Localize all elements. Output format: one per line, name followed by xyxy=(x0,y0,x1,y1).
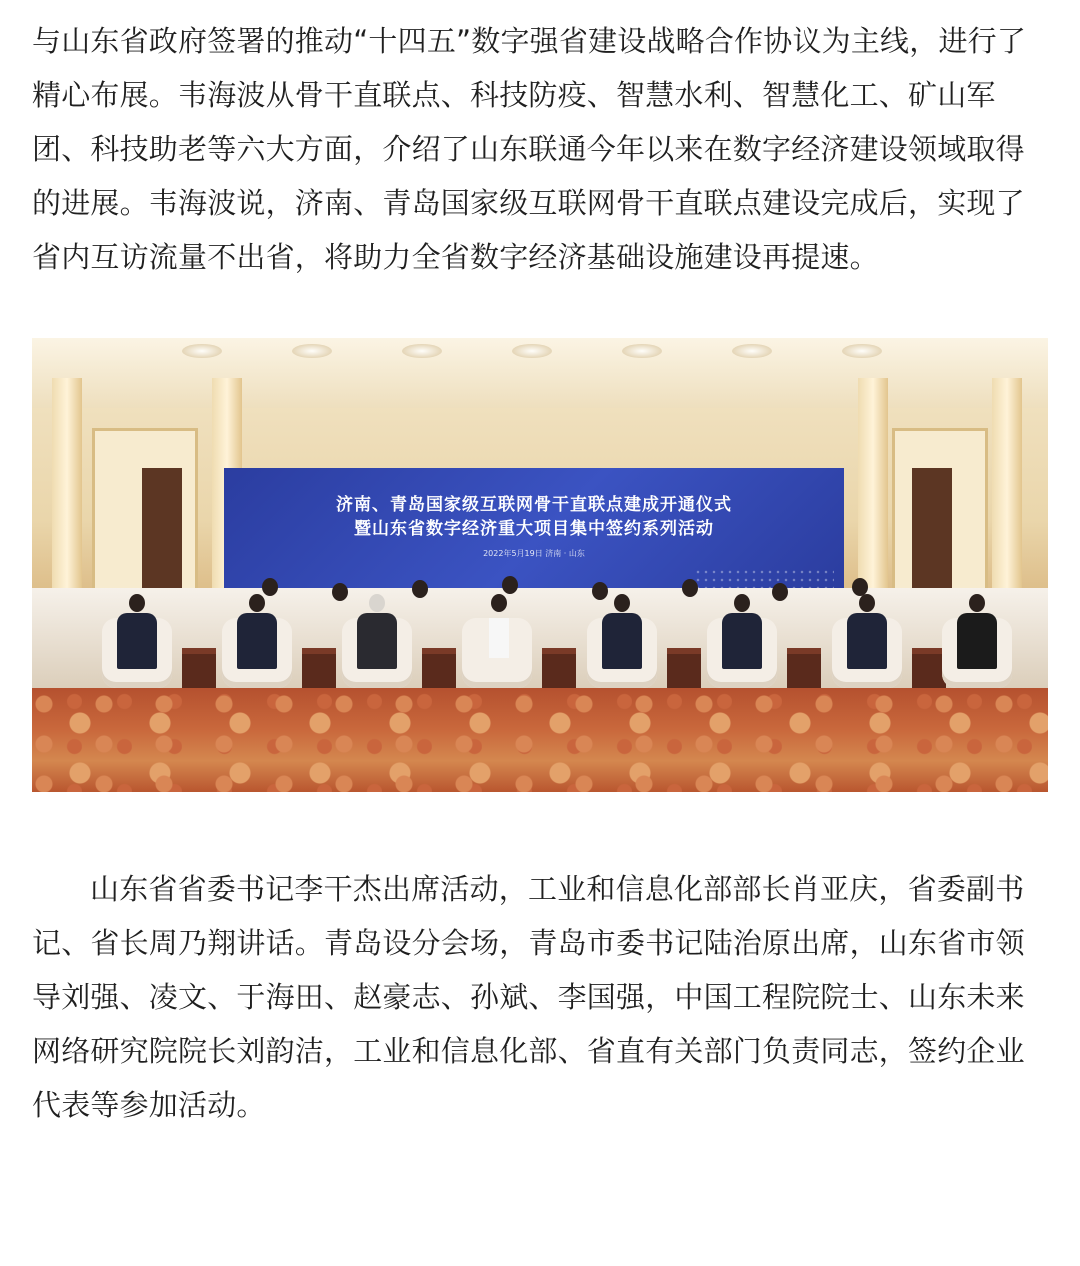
article-paragraph-2: 山东省省委书记李干杰出席活动，工业和信息化部部长肖亚庆，省委副书记、省长周乃翔讲话。青岛设分会场，青岛市委书记陆治原出席，山东省市领导刘强、凌文、于海田、赵豪志、孙斌、李国强，中国工程院院士、山东未来网络研究院院长刘韵洁，工业和信息化部、省直有关部门负责同志，签约企业代表等参加活动。 xyxy=(32,872,1025,1122)
patterned-carpet xyxy=(32,688,1048,792)
ceiling-lamp xyxy=(622,344,662,358)
seated-person xyxy=(602,613,642,669)
door xyxy=(912,468,952,608)
screen-title-line-1: 济南、青岛国家级互联网骨干直联点建成开通仪式 xyxy=(336,495,732,515)
seated-person xyxy=(489,618,509,658)
seated-person xyxy=(237,613,277,669)
audience-area xyxy=(32,588,1048,698)
seated-person-head xyxy=(129,594,145,612)
side-table xyxy=(422,648,456,688)
audience-head xyxy=(332,583,348,601)
side-table xyxy=(302,648,336,688)
side-table xyxy=(542,648,576,688)
seated-person-head xyxy=(614,594,630,612)
seated-person xyxy=(722,613,762,669)
seated-person xyxy=(957,613,997,669)
side-table xyxy=(667,648,701,688)
event-photo xyxy=(32,338,1048,792)
audience-head xyxy=(592,582,608,600)
audience-head xyxy=(502,576,518,594)
door xyxy=(142,468,182,608)
ceiling-lamp xyxy=(732,344,772,358)
seated-person-head xyxy=(369,594,385,612)
audience-head xyxy=(262,578,278,596)
screen-subtitle: 2022年5月19日 济南 · 山东 xyxy=(483,549,585,558)
seated-person-head xyxy=(969,594,985,612)
seated-person xyxy=(117,613,157,669)
seated-person xyxy=(357,613,397,669)
ceiling-lamp xyxy=(402,344,442,358)
seated-person-head xyxy=(491,594,507,612)
ceiling xyxy=(32,338,1048,408)
ceiling-lamp xyxy=(182,344,222,358)
seated-person-head xyxy=(859,594,875,612)
seated-person xyxy=(847,613,887,669)
article-paragraph-1: 与山东省政府签署的推动“十四五”数字强省建设战略合作协议为主线，进行了精心布展。韦海波从骨干直联点、科技防疫、智慧水利、智慧化工、矿山军团、科技助老等六大方面，介绍了山东联通今年以来在数字经济建设领域取得的进展。韦海波说，济南、青岛国家级互联网骨干直联点建设完成后，实现了省内互访流量不出省，将助力全省数字经济基础设施建设再提速。 xyxy=(32,24,1027,274)
audience-head xyxy=(412,580,428,598)
ceiling-lamp xyxy=(292,344,332,358)
audience-head xyxy=(682,579,698,597)
side-table xyxy=(912,648,946,688)
screen-title-line-2: 暨山东省数字经济重大项目集中签约系列活动 xyxy=(354,519,714,539)
ceiling-lamp xyxy=(512,344,552,358)
side-table xyxy=(787,648,821,688)
seated-person-head xyxy=(249,594,265,612)
audience-head xyxy=(772,583,788,601)
side-table xyxy=(182,648,216,688)
ceiling-lamp xyxy=(842,344,882,358)
seated-person-head xyxy=(734,594,750,612)
